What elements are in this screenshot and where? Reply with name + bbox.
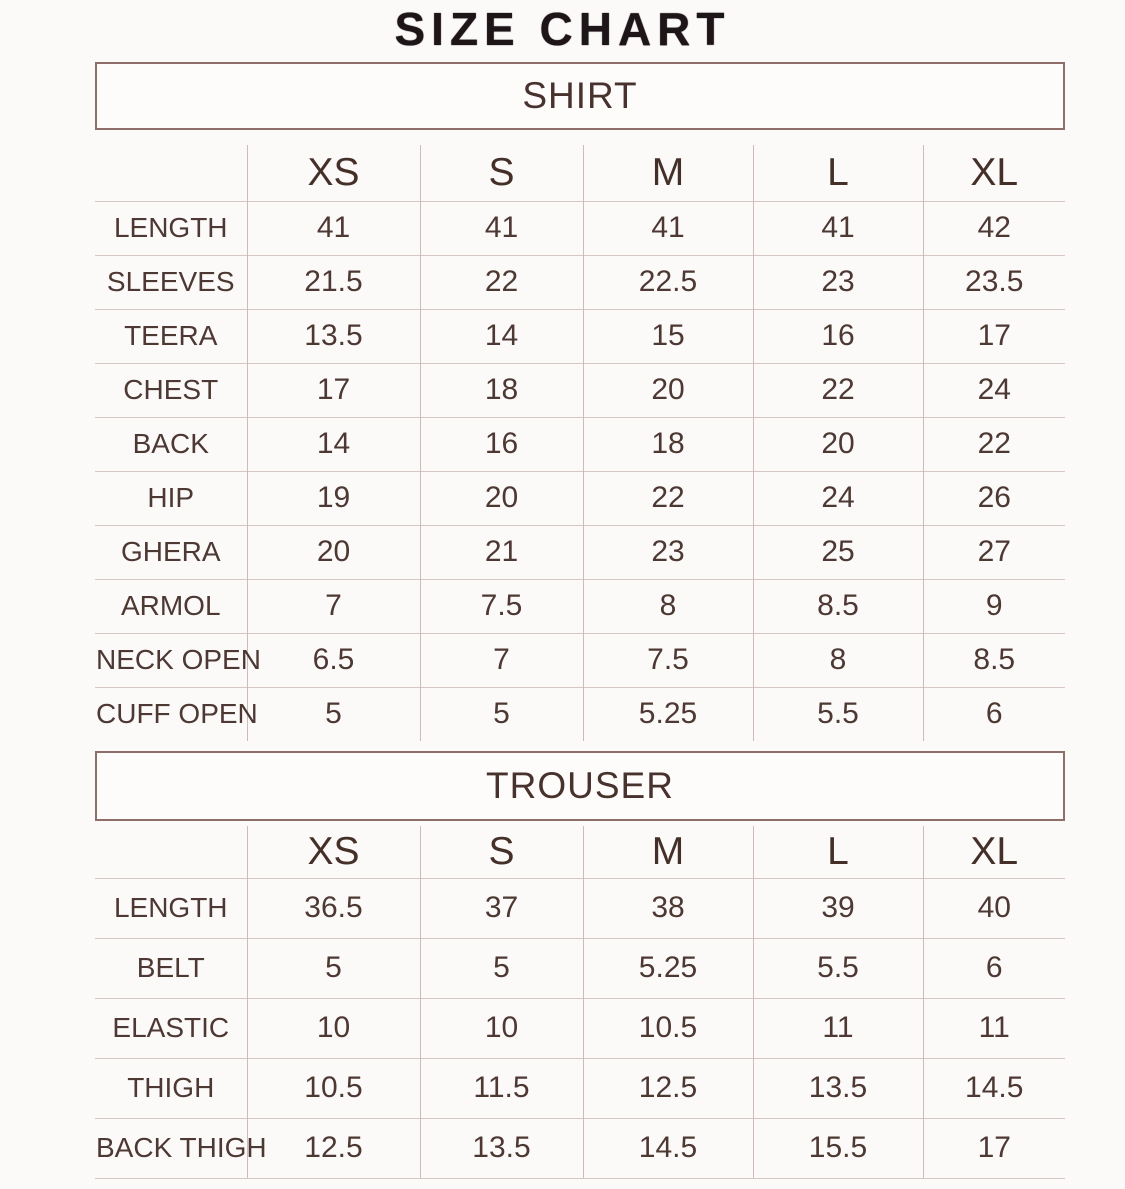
empty-corner-cell <box>95 826 247 878</box>
size-value: 20 <box>247 525 420 579</box>
table-row <box>95 687 1065 741</box>
table-row <box>95 309 1065 363</box>
size-value: 36.5 <box>247 878 420 938</box>
row-label: BELT <box>95 938 247 998</box>
size-value: 23.5 <box>923 255 1065 309</box>
size-value: 14 <box>420 309 583 363</box>
size-value: 20 <box>583 363 753 417</box>
size-value: 20 <box>420 471 583 525</box>
size-value: 14.5 <box>583 1118 753 1178</box>
size-value: 5.25 <box>583 687 753 741</box>
table-row <box>95 878 1065 938</box>
size-value: 5 <box>420 938 583 998</box>
size-value: 12.5 <box>583 1058 753 1118</box>
size-value: 41 <box>420 201 583 255</box>
size-value: 22.5 <box>583 255 753 309</box>
trouser-section-header <box>95 751 1065 821</box>
size-value: 10.5 <box>247 1058 420 1118</box>
table-row <box>95 998 1065 1058</box>
size-value: 13.5 <box>247 309 420 363</box>
size-value: 21 <box>420 525 583 579</box>
table-row <box>95 525 1065 579</box>
size-value: 13.5 <box>753 1058 923 1118</box>
size-value: 22 <box>923 417 1065 471</box>
size-value: 11.5 <box>420 1058 583 1118</box>
size-value: 5.5 <box>753 938 923 998</box>
column-header-l: L <box>753 145 923 201</box>
size-value: 18 <box>420 363 583 417</box>
size-value: 14.5 <box>923 1058 1065 1118</box>
row-label: LENGTH <box>95 878 247 938</box>
row-label: GHERA <box>95 525 247 579</box>
size-value: 6.5 <box>247 633 420 687</box>
size-value: 37 <box>420 878 583 938</box>
size-value: 7 <box>247 579 420 633</box>
row-label: THIGH <box>95 1058 247 1118</box>
size-value: 6 <box>923 687 1065 741</box>
row-label: SLEEVES <box>95 255 247 309</box>
table-row <box>95 633 1065 687</box>
row-label: ARMOL <box>95 579 247 633</box>
size-value: 13.5 <box>420 1118 583 1178</box>
size-value: 8.5 <box>753 579 923 633</box>
table-row <box>95 471 1065 525</box>
size-value: 10.5 <box>583 998 753 1058</box>
row-label: BACK THIGH <box>95 1118 247 1178</box>
table-row <box>95 1058 1065 1118</box>
size-value: 41 <box>753 201 923 255</box>
size-value: 39 <box>753 878 923 938</box>
size-value: 12.5 <box>247 1118 420 1178</box>
size-value: 16 <box>753 309 923 363</box>
column-header-m: M <box>583 826 753 878</box>
size-value: 23 <box>583 525 753 579</box>
table-row <box>95 938 1065 998</box>
size-value: 15 <box>583 309 753 363</box>
size-value: 14 <box>247 417 420 471</box>
size-value: 22 <box>753 363 923 417</box>
table-row <box>95 201 1065 255</box>
size-value: 8.5 <box>923 633 1065 687</box>
column-header-s: S <box>420 145 583 201</box>
size-value: 26 <box>923 471 1065 525</box>
table-row <box>95 579 1065 633</box>
size-value: 7 <box>420 633 583 687</box>
size-value: 16 <box>420 417 583 471</box>
size-value: 7.5 <box>420 579 583 633</box>
size-value: 24 <box>923 363 1065 417</box>
row-label: NECK OPEN <box>95 633 247 687</box>
size-value: 5 <box>247 687 420 741</box>
table-header-row <box>95 145 1065 201</box>
row-label: LENGTH <box>95 201 247 255</box>
size-value: 38 <box>583 878 753 938</box>
size-value: 22 <box>420 255 583 309</box>
size-value: 25 <box>753 525 923 579</box>
size-value: 5 <box>420 687 583 741</box>
column-header-xl: XL <box>923 826 1065 878</box>
size-value: 24 <box>753 471 923 525</box>
table-row <box>95 255 1065 309</box>
row-label: BACK <box>95 417 247 471</box>
column-header-xs: XS <box>247 826 420 878</box>
trouser-section-label: TROUSER <box>486 765 674 806</box>
table-row <box>95 363 1065 417</box>
size-value: 10 <box>247 998 420 1058</box>
size-value: 6 <box>923 938 1065 998</box>
size-value: 9 <box>923 579 1065 633</box>
size-value: 17 <box>923 309 1065 363</box>
size-value: 10 <box>420 998 583 1058</box>
column-header-xs: XS <box>247 145 420 201</box>
size-value: 41 <box>247 201 420 255</box>
column-header-s: S <box>420 826 583 878</box>
size-value: 11 <box>923 998 1065 1058</box>
column-header-xl: XL <box>923 145 1065 201</box>
row-label: TEERA <box>95 309 247 363</box>
size-value: 5.5 <box>753 687 923 741</box>
column-header-m: M <box>583 145 753 201</box>
table-header-row <box>95 826 1065 878</box>
page-title: SIZE CHART <box>394 3 731 55</box>
shirt-section-label: SHIRT <box>522 75 638 116</box>
table-row <box>95 1118 1065 1178</box>
size-value: 11 <box>753 998 923 1058</box>
size-value: 8 <box>753 633 923 687</box>
size-value: 22 <box>583 471 753 525</box>
size-value: 20 <box>753 417 923 471</box>
empty-corner-cell <box>95 145 247 201</box>
size-value: 8 <box>583 579 753 633</box>
size-value: 42 <box>923 201 1065 255</box>
size-value: 27 <box>923 525 1065 579</box>
size-value: 21.5 <box>247 255 420 309</box>
size-value: 40 <box>923 878 1065 938</box>
size-value: 18 <box>583 417 753 471</box>
size-value: 5 <box>247 938 420 998</box>
table-row <box>95 417 1065 471</box>
size-value: 19 <box>247 471 420 525</box>
row-label: ELASTIC <box>95 998 247 1058</box>
row-label: CUFF OPEN <box>95 687 247 741</box>
size-value: 17 <box>247 363 420 417</box>
size-value: 15.5 <box>753 1118 923 1178</box>
size-value: 7.5 <box>583 633 753 687</box>
shirt-size-table <box>95 145 1065 741</box>
row-label: CHEST <box>95 363 247 417</box>
size-value: 5.25 <box>583 938 753 998</box>
column-header-l: L <box>753 826 923 878</box>
trouser-size-table <box>95 826 1065 1179</box>
size-value: 41 <box>583 201 753 255</box>
size-value: 17 <box>923 1118 1065 1178</box>
shirt-section-header <box>95 62 1065 130</box>
row-label: HIP <box>95 471 247 525</box>
size-value: 23 <box>753 255 923 309</box>
